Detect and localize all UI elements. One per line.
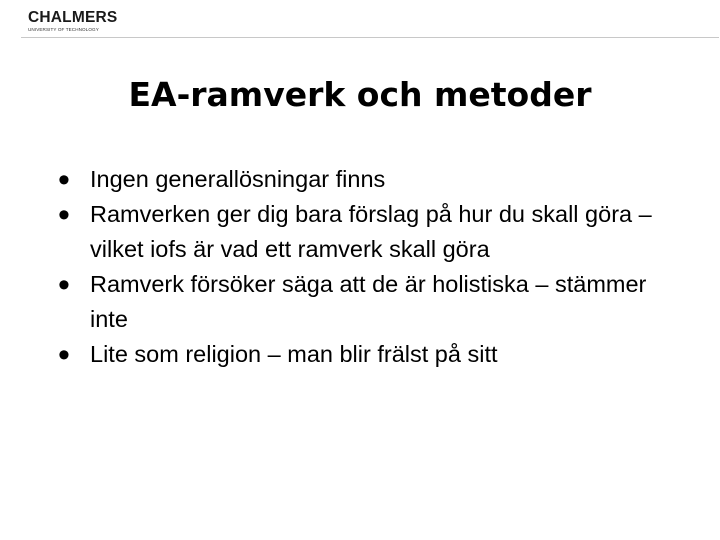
bullet-item [58,197,678,267]
bullet-text: Ramverken ger dig bara förslag på hur du skall göra – vilket iofs är vad ett ramverk skall göra [90,201,652,262]
chalmers-logo [28,10,128,33]
bullet-text: Ramverk försöker säga att de är holistiska – stämmer inte [90,271,647,332]
bullet-dot-icon: • [58,196,70,234]
bullet-item [58,267,678,337]
logo-tagline: UNIVERSITY OF TECHNOLOGY [28,27,99,32]
bullet-text: Ingen generallösningar finns [90,166,386,192]
bullet-dot-icon: • [58,161,70,199]
bullet-dot-icon: • [58,336,70,374]
bullet-item [58,162,678,197]
slide-title: EA-ramverk och metoder [128,75,592,114]
logo-wordmark: CHALMERS [28,9,118,26]
bullet-dot-icon: • [58,266,70,304]
header-divider [21,37,719,38]
bullet-text: Lite som religion – man blir frälst på sitt [90,341,498,367]
bullet-list [58,162,678,372]
bullet-item [58,337,678,372]
